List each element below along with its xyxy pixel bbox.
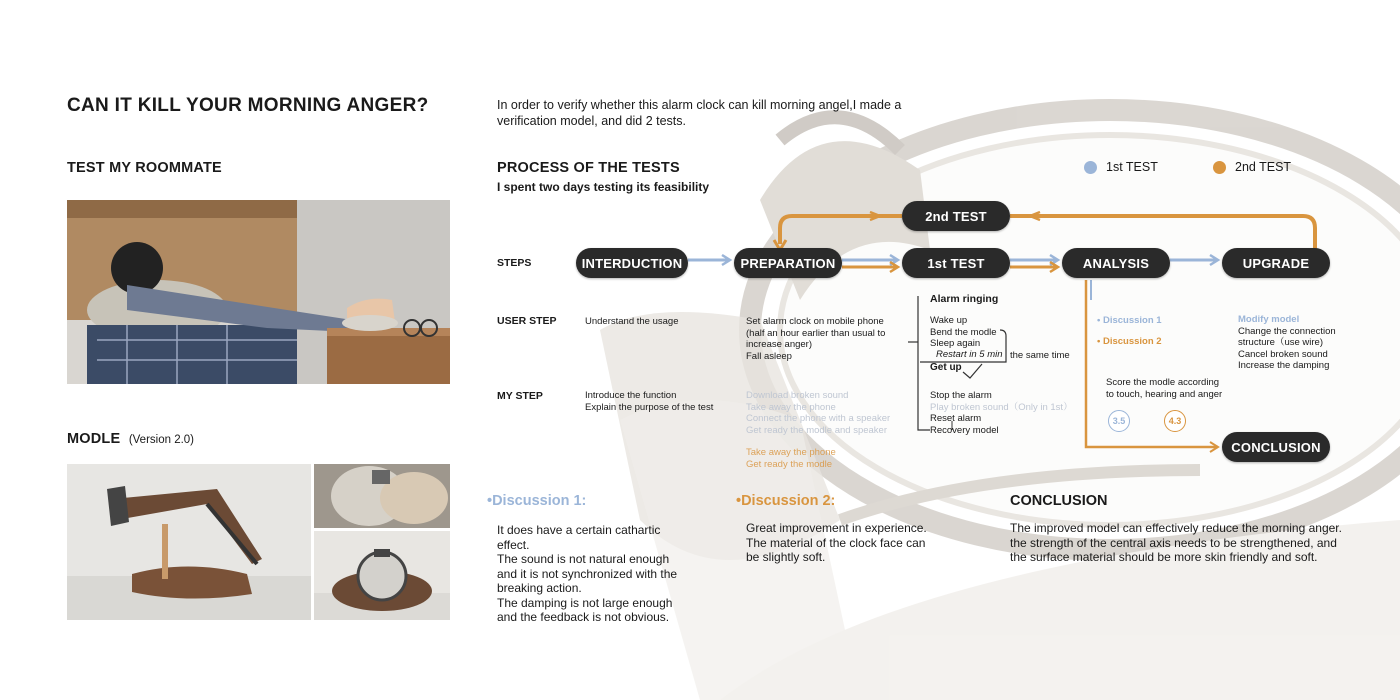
model-heading: MODLE (67, 431, 121, 447)
my-step-prep-2nd (746, 447, 836, 470)
my-step-test-line: Play broken sound（Only in 1st） (930, 401, 1073, 413)
my-step-analysis-line: Score the modle according (1106, 377, 1220, 388)
pill-step-upgrade: UPGRADE (1222, 248, 1330, 278)
intro-line: In order to verify whether this alarm clock can kill morning angel,I made a (497, 98, 902, 112)
discussion-2-line: Great improvement in experience. (746, 521, 927, 535)
upgrade-line: structure（use wire) (1238, 337, 1323, 348)
my-step-prep-line: Take away the phone (746, 401, 836, 413)
legend-label-1st: 1st TEST (1106, 160, 1158, 174)
pill-step-introduction: INTERDUCTION (576, 248, 688, 278)
my-step-label: MY STEP (497, 390, 543, 402)
pill-conclusion: CONCLUSION (1222, 432, 1330, 462)
conclusion-body (1010, 521, 1342, 565)
user-step-prep-line: Fall asleep (746, 350, 792, 362)
discussion-1-line: It does have a certain cathartic (497, 523, 661, 537)
steps-label: STEPS (497, 257, 532, 269)
legend-label-2nd: 2nd TEST (1235, 160, 1292, 174)
discussion-2-title: •Discussion 2: (736, 493, 836, 509)
user-step-prep-line: Set alarm clock on mobile phone (746, 316, 884, 327)
pill-step-1st-test: 1st TEST (902, 248, 1010, 278)
pill-2nd-test: 2nd TEST (902, 201, 1010, 231)
user-step-test (930, 315, 997, 350)
upgrade-line: Change the connection (1238, 325, 1336, 337)
user-step-test-line: Wake up (930, 315, 968, 326)
user-step-prep (746, 316, 885, 362)
discussion-1-line: and the feedback is not obvious. (497, 610, 670, 624)
pill-step-preparation: PREPARATION (734, 248, 842, 278)
my-step-prep-2nd-line: Get ready the modle (746, 458, 833, 470)
my-step-test-line: Reset alarm (930, 413, 982, 424)
discussion-2-line: The material of the clock face can (746, 535, 926, 550)
conclusion-line: The improved model can effectively reduce the morning anger. (1010, 521, 1342, 535)
my-step-prep-line: Connect the phone with a speaker (746, 413, 891, 424)
score-2nd: 4.3 (1164, 410, 1186, 432)
process-heading: PROCESS OF THE TESTS (497, 160, 680, 176)
my-step-test-line: Recovery model (930, 424, 999, 436)
pill-step-analysis: ANALYSIS (1062, 248, 1170, 278)
discussion-2-title-text: Discussion 2: (741, 493, 836, 509)
upgrade-line: Increase the damping (1238, 360, 1330, 371)
user-step-test-line: Bend the modle (930, 326, 997, 338)
upgrade-title: Modify model (1238, 314, 1300, 325)
my-step-intro-line: Introduce the function (585, 390, 677, 401)
user-step-prep-line: (half an hour earlier than usual to (746, 327, 886, 339)
analysis-discussion-1-label: Discussion 1 (1102, 315, 1162, 326)
my-step-test (930, 390, 1073, 436)
roommate-heading: TEST MY ROOMMATE (67, 160, 222, 176)
user-step-intro: Understand the usage (585, 316, 679, 327)
model-version: (Version 2.0) (128, 434, 195, 446)
my-step-analysis-line: to touch, hearing and anger (1106, 388, 1223, 400)
discussion-1-line: effect. (497, 537, 530, 552)
my-step-prep-line: Download broken sound (746, 390, 849, 401)
my-step-analysis (1106, 377, 1222, 400)
user-step-label: USER STEP (497, 315, 557, 327)
discussion-1-line: breaking action. (497, 581, 582, 595)
my-step-intro-line: Explain the purpose of the test (585, 401, 714, 413)
discussion-1-line: The damping is not large enough (497, 595, 673, 610)
conclusion-title: CONCLUSION (1010, 493, 1108, 509)
upgrade-list (1238, 314, 1336, 372)
page-title: CAN IT KILL YOUR MORNING ANGER? (67, 95, 429, 116)
discussion-1-line: The sound is not natural enough (497, 552, 670, 566)
my-step-prep-line: Get ready the modle and speaker (746, 424, 888, 436)
conclusion-line: the strength of the central axis needs to be strengthened, and (1010, 535, 1337, 550)
process-subheading: I spent two days testing its feasibility (497, 180, 710, 194)
discussion-1-title-text: Discussion 1: (492, 493, 587, 509)
same-time-note: the same time (1010, 350, 1070, 361)
my-step-prep-2nd-line: Take away the phone (746, 447, 836, 458)
user-step-test-line: Sleep again (930, 338, 981, 349)
discussion-1-title: •Discussion 1: (487, 493, 587, 509)
conclusion-line: the surface material should be more skin friendly and soft. (1010, 550, 1318, 564)
analysis-discussion-1: • Discussion 1 (1097, 315, 1162, 326)
discussion-2-body (746, 521, 927, 565)
my-step-test-line: Stop the alarm (930, 390, 992, 401)
analysis-discussion-2: • Discussion 2 (1097, 336, 1162, 347)
get-up: Get up (930, 362, 962, 373)
my-step-intro (585, 390, 713, 413)
alarm-ringing: Alarm ringing (930, 293, 999, 305)
restart-note: Restart in 5 min (936, 349, 1003, 360)
my-step-prep-1st (746, 390, 890, 436)
upgrade-line: Cancel broken sound (1238, 348, 1328, 360)
analysis-discussion-2-label: Discussion 2 (1102, 336, 1162, 347)
score-1st: 3.5 (1108, 410, 1130, 432)
intro-line: verification model, and did 2 tests. (497, 114, 686, 128)
discussion-2-line: be slightly soft. (746, 550, 826, 564)
discussion-1-body (497, 523, 677, 625)
user-step-prep-line: increase anger) (746, 339, 813, 350)
discussion-1-line: and it is not synchronized with the (497, 566, 678, 581)
